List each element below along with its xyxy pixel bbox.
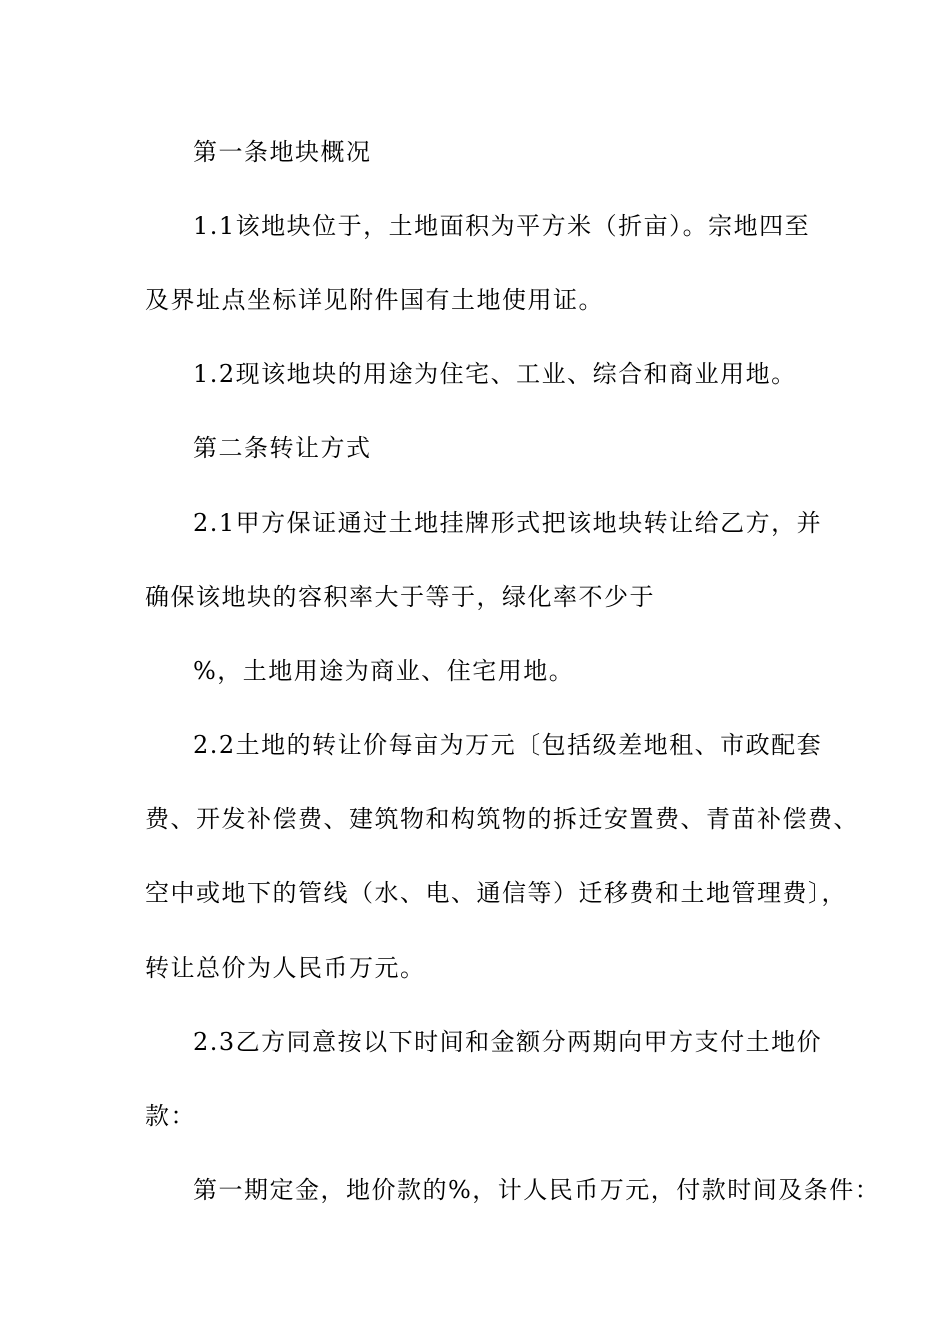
section-heading-2: 第二条转让方式 (193, 434, 372, 462)
section-heading-1: 第一条地块概况 (193, 138, 372, 166)
paragraph-line: 第一期定金，地价款的%，计人民币万元，付款时间及条件： (193, 1176, 881, 1204)
paragraph-line: 及界址点坐标详见附件国有土地使用证。 (145, 286, 604, 314)
paragraph-line: 2.3乙方同意按以下时间和金额分两期向甲方支付土地价 (193, 1028, 823, 1056)
paragraph-line: 空中或地下的管线（水、电、通信等）迁移费和土地管理费〕， (145, 879, 847, 907)
paragraph-line: 费、开发补偿费、建筑物和构筑物的拆迁安置费、青苗补偿费、 (145, 805, 859, 833)
paragraph-line: 款： (145, 1102, 196, 1130)
paragraph-line: 1.2现该地块的用途为住宅、工业、综合和商业用地。 (193, 360, 797, 388)
paragraph-line: 转让总价为人民币万元。 (145, 954, 426, 982)
paragraph-line: 2.2土地的转让价每亩为万元〔包括级差地租、市政配套 (193, 731, 823, 759)
paragraph-line: 2.1甲方保证通过土地挂牌形式把该地块转让给乙方，并 (193, 509, 823, 537)
paragraph-line: 确保该地块的容积率大于等于，绿化率不少于 (145, 583, 655, 611)
paragraph-line: %，土地用途为商业、住宅用地。 (193, 657, 575, 685)
paragraph-line: 1.1该地块位于，土地面积为平方米（折亩）。宗地四至 (193, 212, 811, 240)
